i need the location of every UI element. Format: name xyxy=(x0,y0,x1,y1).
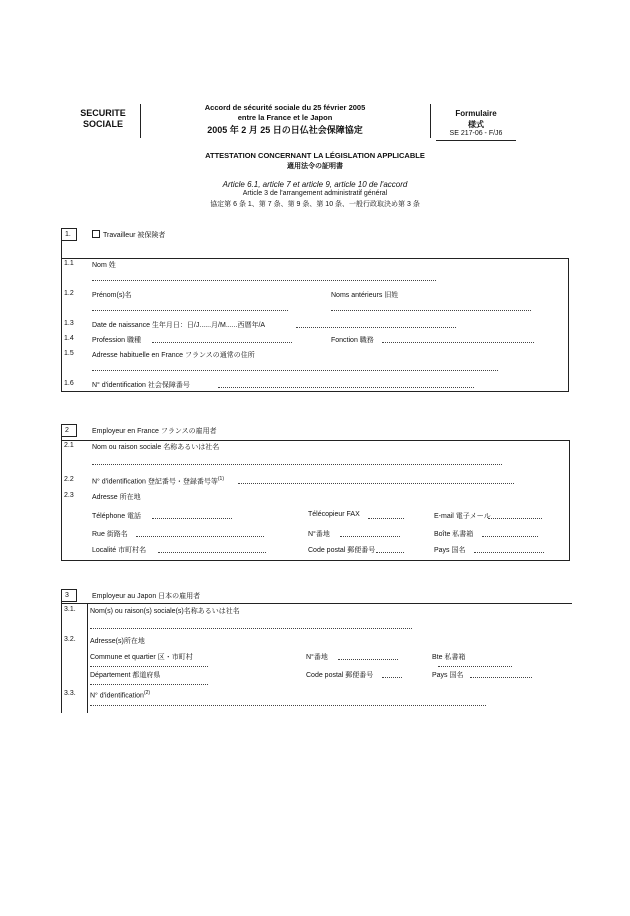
po-box-field[interactable] xyxy=(482,536,538,537)
form-code-underline xyxy=(436,140,516,141)
address-france-label: Adresse habituelle en France フランスの通常の住所 xyxy=(92,352,255,359)
email-field[interactable] xyxy=(488,518,542,519)
employer-france-title: Employeur en France フランスの雇用者 xyxy=(92,428,217,435)
country-label: Pays 国名 xyxy=(434,547,466,554)
profession-label: Profession 職種 xyxy=(92,337,142,344)
japan-employer-name-field[interactable] xyxy=(90,628,412,629)
employer-japan-title: Employeur au Japon 日本の雇用者 xyxy=(92,593,201,600)
japan-po-box-label: Bte 私書箱 xyxy=(432,654,466,661)
street-number-field[interactable] xyxy=(340,536,400,537)
header-center-line3: 2005 年 2 月 25 日の日仏社会保障協定 xyxy=(207,125,363,135)
section-3-top-rule xyxy=(61,603,572,604)
field-number-1-3: 1.3 xyxy=(64,320,74,327)
page-title: ATTESTATION CONCERNANT LA LÉGISLATION APPLICABLE xyxy=(205,151,425,160)
prefecture-label: Département 都道府県 xyxy=(90,672,161,679)
field-number-1-4: 1.4 xyxy=(64,335,74,342)
fax-field[interactable] xyxy=(368,518,404,519)
commune-label: Commune et quartier 区・市町村 xyxy=(90,654,193,661)
header-right-line1: Formulaire xyxy=(455,109,497,118)
japan-id-field[interactable] xyxy=(90,705,486,706)
first-name-label: Prénom(s)名 xyxy=(92,292,132,299)
section-3-inner-rule xyxy=(87,603,88,713)
field-number-1-2: 1.2 xyxy=(64,290,74,297)
footnote-2: (2) xyxy=(143,690,151,696)
former-names-field[interactable] xyxy=(331,310,531,311)
profession-field[interactable] xyxy=(152,342,292,343)
japan-id-label-text: N° d'identification xyxy=(90,692,144,700)
birth-date-field[interactable] xyxy=(296,327,456,328)
employer-id-label-text: N° d'identification 登記番号・登録番号等 xyxy=(92,478,218,486)
worker-checkbox-row[interactable] xyxy=(92,230,165,240)
section-3-border-left-top xyxy=(61,589,62,603)
id-number-label: N° d'identification 社会保障番号 xyxy=(92,382,190,389)
japan-country-label: Pays 国名 xyxy=(432,672,464,679)
commune-field[interactable] xyxy=(90,666,208,667)
last-name-field[interactable] xyxy=(92,280,436,281)
section-3-left-rule xyxy=(61,603,62,713)
legal-reference-3: 協定第 6 条 1、第 7 条、第 9 条、第 10 条、一般行政取決め第 3 条 xyxy=(210,201,420,208)
address-france-field[interactable] xyxy=(92,370,498,371)
legal-reference-2: Article 3 de l'arrangement administratif général xyxy=(242,190,388,197)
japan-postal-code-field[interactable] xyxy=(382,677,402,678)
header-center-line1: Accord de sécurité sociale du 25 février 2005 xyxy=(204,103,366,112)
header-left-line1: SECURITE xyxy=(80,108,126,118)
worker-checkbox[interactable] xyxy=(92,230,100,238)
employer-address-label: Adresse 所在地 xyxy=(92,494,141,501)
street-number-label: N°番地 xyxy=(308,531,330,538)
employer-name-field[interactable] xyxy=(92,464,502,465)
field-number-3-2: 3.2. xyxy=(64,636,76,643)
japan-employer-name-label: Nom(s) ou raison(s) sociale(s)名称あるいは社名 xyxy=(90,608,240,615)
city-label: Localité 市町村名 xyxy=(92,547,147,554)
header-left-line2: SOCIALE xyxy=(82,119,123,129)
street-label: Rue 街路名 xyxy=(92,531,128,538)
field-number-1-5: 1.5 xyxy=(64,350,74,357)
employer-id-label xyxy=(92,476,224,486)
section-2-border-left-top xyxy=(61,424,62,440)
field-number-1-1: 1.1 xyxy=(64,260,74,267)
postal-code-field[interactable] xyxy=(376,552,404,553)
email-label: E-mail 電子メール xyxy=(434,513,491,520)
section-2-number: 2 xyxy=(61,424,77,437)
street-field[interactable] xyxy=(136,536,264,537)
japan-postal-code-label: Code postal 郵便番号 xyxy=(306,672,374,679)
fax-label: Télécopieur FAX xyxy=(308,511,360,518)
field-number-2-3: 2.3 xyxy=(64,492,74,499)
japan-id-label xyxy=(90,690,150,699)
id-number-field[interactable] xyxy=(218,387,474,388)
phone-field[interactable] xyxy=(152,518,232,519)
japan-address-label: Adresse(s)所在地 xyxy=(90,638,145,645)
employer-name-label: Nom ou raison sociale 名称あるいは社名 xyxy=(92,444,220,451)
po-box-label: Boîte 私書箱 xyxy=(434,531,474,538)
header-center-line2: entre la France et le Japon xyxy=(237,113,333,122)
function-label: Fonction 職務 xyxy=(331,337,374,344)
japan-po-box-field[interactable] xyxy=(438,666,512,667)
header-divider-right xyxy=(430,104,431,138)
section-1-number: 1. xyxy=(61,228,77,241)
first-name-field[interactable] xyxy=(92,310,288,311)
birth-date-label: Date de naissance 生年月日：日/J......月/M......西暦年/A xyxy=(92,322,266,329)
field-number-1-6: 1.6 xyxy=(64,380,74,387)
page-title-ja: 適用法令の証明書 xyxy=(287,163,343,170)
header-divider-left xyxy=(140,104,141,138)
japan-street-number-field[interactable] xyxy=(338,659,398,660)
header-right-line2: 様式 xyxy=(468,120,484,129)
form-code: SE 217-06 - F/J6 xyxy=(449,130,503,137)
footnote-1: (1) xyxy=(217,476,225,482)
field-number-2-1: 2.1 xyxy=(64,442,74,449)
field-number-2-2: 2.2 xyxy=(64,476,74,483)
legal-reference-1: Article 6.1, article 7 et article 9, article 10 de l'accord xyxy=(222,180,408,189)
section-1-border-left-top xyxy=(61,228,62,258)
japan-country-field[interactable] xyxy=(470,677,532,678)
country-field[interactable] xyxy=(474,552,544,553)
worker-checkbox-label: Travailleur 被保険者 xyxy=(103,232,166,239)
phone-label: Téléphone 電話 xyxy=(92,513,142,520)
field-number-3-3: 3.3. xyxy=(64,690,76,697)
former-names-label: Noms antérieurs 旧姓 xyxy=(331,292,399,299)
city-field[interactable] xyxy=(158,552,266,553)
field-number-3-1: 3.1. xyxy=(64,606,76,613)
employer-id-field[interactable] xyxy=(238,483,514,484)
japan-street-number-label: N°番地 xyxy=(306,654,328,661)
prefecture-field[interactable] xyxy=(90,684,208,685)
function-field[interactable] xyxy=(382,342,534,343)
section-3-number: 3 xyxy=(61,589,77,602)
last-name-label: Nom 姓 xyxy=(92,262,116,269)
postal-code-label: Code postal 郵便番号 xyxy=(308,547,376,554)
